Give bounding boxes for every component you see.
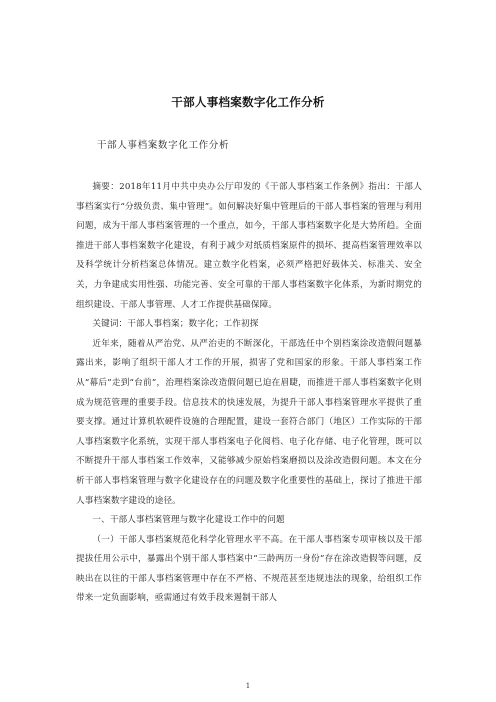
document-body <box>76 178 422 609</box>
document-subtitle: 干部人事档案数字化工作分析 <box>97 140 230 151</box>
section-paragraph: （一）干部人事档案规范化科学化管理水平不高。在干部人事档案专项审核以及干部提拔任用公示中，暴露出个别干部人事档案中“三龄两历一身份”存在涂改造假等问题，反映出在以往的干部人事档案管理中存在不严格、不规范甚至违规违法的现象，给组织工作带来一定负面影响，亟需通过有效手段来遏制干部人 <box>76 534 422 604</box>
document-title: 干部人事档案数字化工作分析 <box>171 95 325 109</box>
page-number: 1 <box>245 682 251 690</box>
section-heading: 一、干部人事档案管理与数字化建设工作中的问题 <box>92 515 285 526</box>
keywords-paragraph: 关键词：干部人事档案；数字化；工作初探 <box>92 319 259 330</box>
intro-paragraph: 近年来，随着从严治党、从严治吏的不断深化，干部选任中个别档案涂改造假问题暴露出来，影响了组织干部人才工作的开展，损害了党和国家的形象。干部人事档案工作从“幕后”走到“台前”，治理档案涂改造假问题已迫在眉睫，而推进干部人事档案数字化则成为规范管理的重要手段。信息技术的快速发展，为提升干部人事档案管理水平提供了重要支撑。通过计算机软硬件设施的合理配置，建设一套符合部门（地区）工作实际的干部人事档案数字化系统，实现干部人事档案电子化阅档、电子化存储、电子化管理，既可以不断提升干部人事档案工作效率，又能够减少原始档案磨损以及涂改造假问题。本文在分析干部人事档案管理与数字化建设存在的问题及数字化重要性的基础上，探讨了推进干部人事档案数字建设的途径。 <box>76 338 422 506</box>
abstract-paragraph: 摘要：2018年11月中共中央办公厅印发的《干部人事档案工作条例》指出：干部人事档案实行“分级负责、集中管理”。如何解决好集中管理后的干部人事档案的管理与利用问题，成为干部人事档案管理的一个重点，如今，干部人事档案数字化是大势所趋。全面推进干部人事档案数字化建设，有利于减少对纸质档案原件的损坏、提高档案管理效率以及科学统计分析档案总体情况。建立数字化档案，必须严格把好载体关、标准关、安全关，力争建成实用性强、功能完善、安全可靠的干部人事档案数字化体系，为新时期党的组织建设、干部人事管理、人才工作提供基础保障。 <box>76 182 422 310</box>
